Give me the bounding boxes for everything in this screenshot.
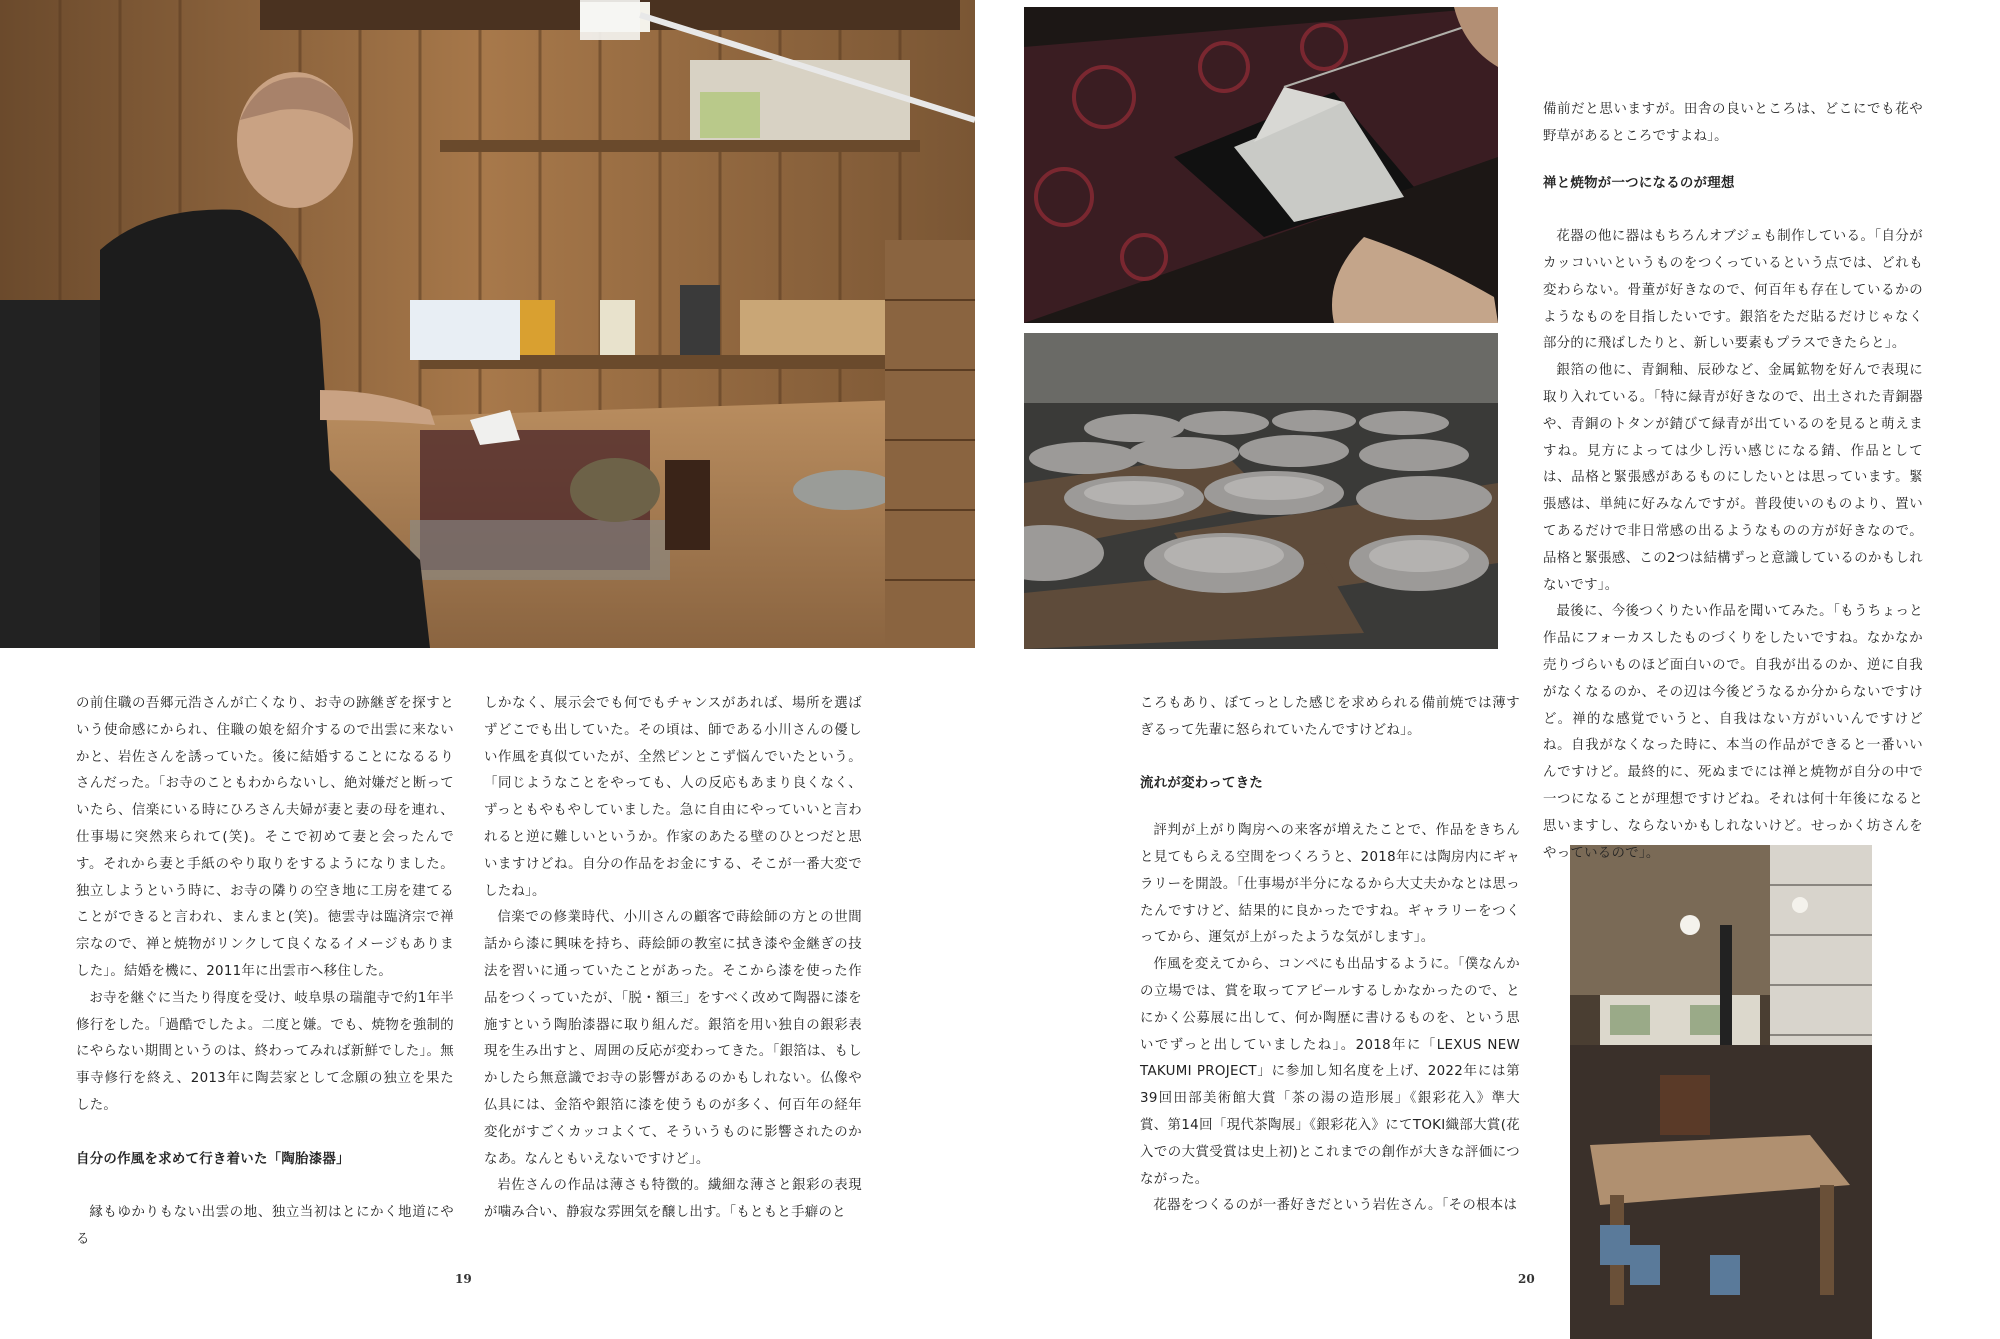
article-column-4 (1543, 97, 1923, 867)
spacer (1543, 151, 1923, 171)
body-paragraph: 最後に、今後つくりたい作品を聞いてみた。「もうちょっと作品にフォーカスしたものづくりをしたいですね。なかなか売りづらいものほど面白いので。自我が出るのか、逆に自我がなくなるのか、その辺は今後どうなるか分からないですけど。禅的な感覚でいうと、自我はない方がいいんですけどね。自我がなくなった時に、本当の作品ができると一番いいんですけど。最終的に、死ぬまでには禅と焼物が自分の中で一つになることが理想ですけどね。それは何十年後になると思いますし、ならないかもしれないけど。せっかく坊さんをやっているので」。 (1543, 604, 1923, 861)
body-paragraph: 花器をつくるのが一番好きだという岩佐さん。「その根本は (1153, 1198, 1518, 1214)
article-column-1 (76, 691, 454, 1254)
article-column-2 (484, 691, 862, 1227)
plates-photo (1024, 333, 1498, 649)
body-paragraph: お寺を継ぐに当たり得度を受け、岐阜県の瑞龍寺で約1年半修行をした。「過酷でしたよ。二度と嫌。でも、焼物を強制的にやらない期間というのは、終わってみれば新鮮でした」。無事寺修行を終え、2013年に陶芸家として念願の独立を果たした。 (76, 990, 454, 1113)
body-paragraph: 岩佐さんの作品は薄さも特徴的。繊細な薄さと銀彩の表現が噛み合い、静寂な雰囲気を醸し出す。「もともと手癖のと (484, 1178, 862, 1221)
spacer (1140, 745, 1520, 772)
body-paragraph: 備前だと思いますが。田舎の良いところは、どこにでも花や野草があるところですよね」。 (1543, 102, 1923, 144)
silver-foil-photo (1024, 7, 1498, 323)
workshop-portrait-photo (0, 0, 975, 648)
spacer (1543, 197, 1923, 224)
page-number-right: 20 (1518, 1272, 1535, 1286)
gallery-interior-photo (1570, 845, 1872, 1339)
body-paragraph: の前住職の吾郷元浩さんが亡くなり、お寺の跡継ぎを探すという使命感にかられ、住職の娘を紹介するので出雲に来ないかと、岩佐さんを誘っていた。後に結婚することになるるりさんだった。「お寺のこともわからないし、絶対嫌だと断っていたら、信楽にいる時にひろさん夫婦が妻と妻の母を連れ、仕事場に突然来られて(笑)。そこで初めて妻と会ったんです。それから妻と手紙のやり取りをするようになりました。独立しようという時に、お寺の隣りの空き地に工房を建てることができると言われ、まんまと(笑)。徳雲寺は臨済宗で禅宗なので、禅と焼物がリンクして良くなるイメージもありました」。結婚を機に、2011年に出雲市へ移住した。 (76, 696, 454, 979)
spacer (76, 1173, 454, 1200)
body-paragraph: 評判が上がり陶房への来客が増えたことで、作品をきちんと見てもらえる空間をつくろうと、2018年には陶房内にギャラリーを開設。「仕事場が半分になるから大丈夫かなとは思ったんですけど、結果的に良かったですね。ギャラリーをつくってから、運気が上がったような気がします」。 (1140, 823, 1520, 946)
section-heading: 流れが変わってきた (1140, 776, 1264, 792)
spacer (76, 1120, 454, 1147)
section-heading: 禅と焼物が一つになるのが理想 (1543, 175, 1735, 191)
section-heading: 自分の作風を求めて行き着いた「陶胎漆器」 (76, 1151, 350, 1167)
body-paragraph: 作風を変えてから、コンペにも出品するように。「僕なんかの立場では、賞を取ってアピールするしかなかったので、とにかく公募展に出して、何か陶歴に書けるものを、という思いでずっと出していましたね」。2018年に「LEXUS NEW TAKUMI PROJECT」に参加し知名度を上げ、2022年には第39回田部美術館大賞「茶の湯の造形展」《銀彩花入》準大賞、第14回「現代茶陶展」《銀彩花入》にてTOKI織部大賞(花入での大賞受賞は史上初)とこれまでの創作が大きな評価につながった。 (1140, 957, 1520, 1187)
body-paragraph: 銀箔の他に、青銅釉、辰砂など、金属鉱物を好んで表現に取り入れている。「特に緑青が好きなので、出土された青銅器や、青銅のトタンが錆びて緑青が出ているのを見ると萌えますね。見方によっては少し汚い感じになる錆、作品としては、品格と緊張感があるものにしたいとは思っています。緊張感は、単純に好みなんですが。普段使いのものより、置いてあるだけで非日常感の出るようなものの方が好きなので。品格と緊張感、この2つは結構ずっと意識しているのかもしれないです」。 (1543, 363, 1923, 593)
article-column-3 (1140, 691, 1520, 1220)
page-number-left: 19 (455, 1272, 472, 1286)
body-paragraph: ころもあり、ぼてっとした感じを求められる備前焼では薄すぎるって先輩に怒られていたんですけどね」。 (1140, 696, 1520, 738)
spacer (1140, 798, 1520, 818)
body-paragraph: しかなく、展示会でも何でもチャンスがあれば、場所を選ばずどこでも出していた。その頃は、師である小川さんの優しい作風を真似ていたが、全然ピンとこず悩んでいたという。「同じようなことをやっても、人の反応もあまり良くなく、ずっともやもやしていました。急に自由にやっていいと言われると逆に難しいというか。作家のあたる壁のひとつだと思いますけどね。自分の作品をお金にする、そこが一番大変でしたね」。 (484, 696, 862, 899)
body-paragraph: 花器の他に器はもちろんオブジェも制作している。「自分がカッコいいというものをつくっているという点では、どれも変わらない。骨董が好きなので、何百年も存在しているかのようなものを目指したいです。銀箔をただ貼るだけじゃなく部分的に飛ばしたりと、新しい要素もプラスできたらと」。 (1543, 229, 1923, 352)
body-paragraph: 信楽での修業時代、小川さんの顧客で蒔絵師の方との世間話から漆に興味を持ち、蒔絵師の教室に拭き漆や金継ぎの技法を習いに通っていたことがあった。そこから漆を使った作品をつくっていたが、「脱・額三」をすべく改めて陶器に漆を施すという陶胎漆器に取り組んだ。銀箔を用い独自の銀彩表現を生み出すと、周囲の反応が変わってきた。「銀箔は、もしかしたら無意識でお寺の影響があるのかもしれない。仏像や仏具には、金箔や銀箔に漆を使うものが多く、何百年の経年変化がすごくカッコよくて、そういうものに影響されたのかなあ。なんともいえないですけど」。 (484, 910, 862, 1167)
body-paragraph: 縁もゆかりもない出雲の地、独立当初はとにかく地道にやる (76, 1205, 454, 1247)
